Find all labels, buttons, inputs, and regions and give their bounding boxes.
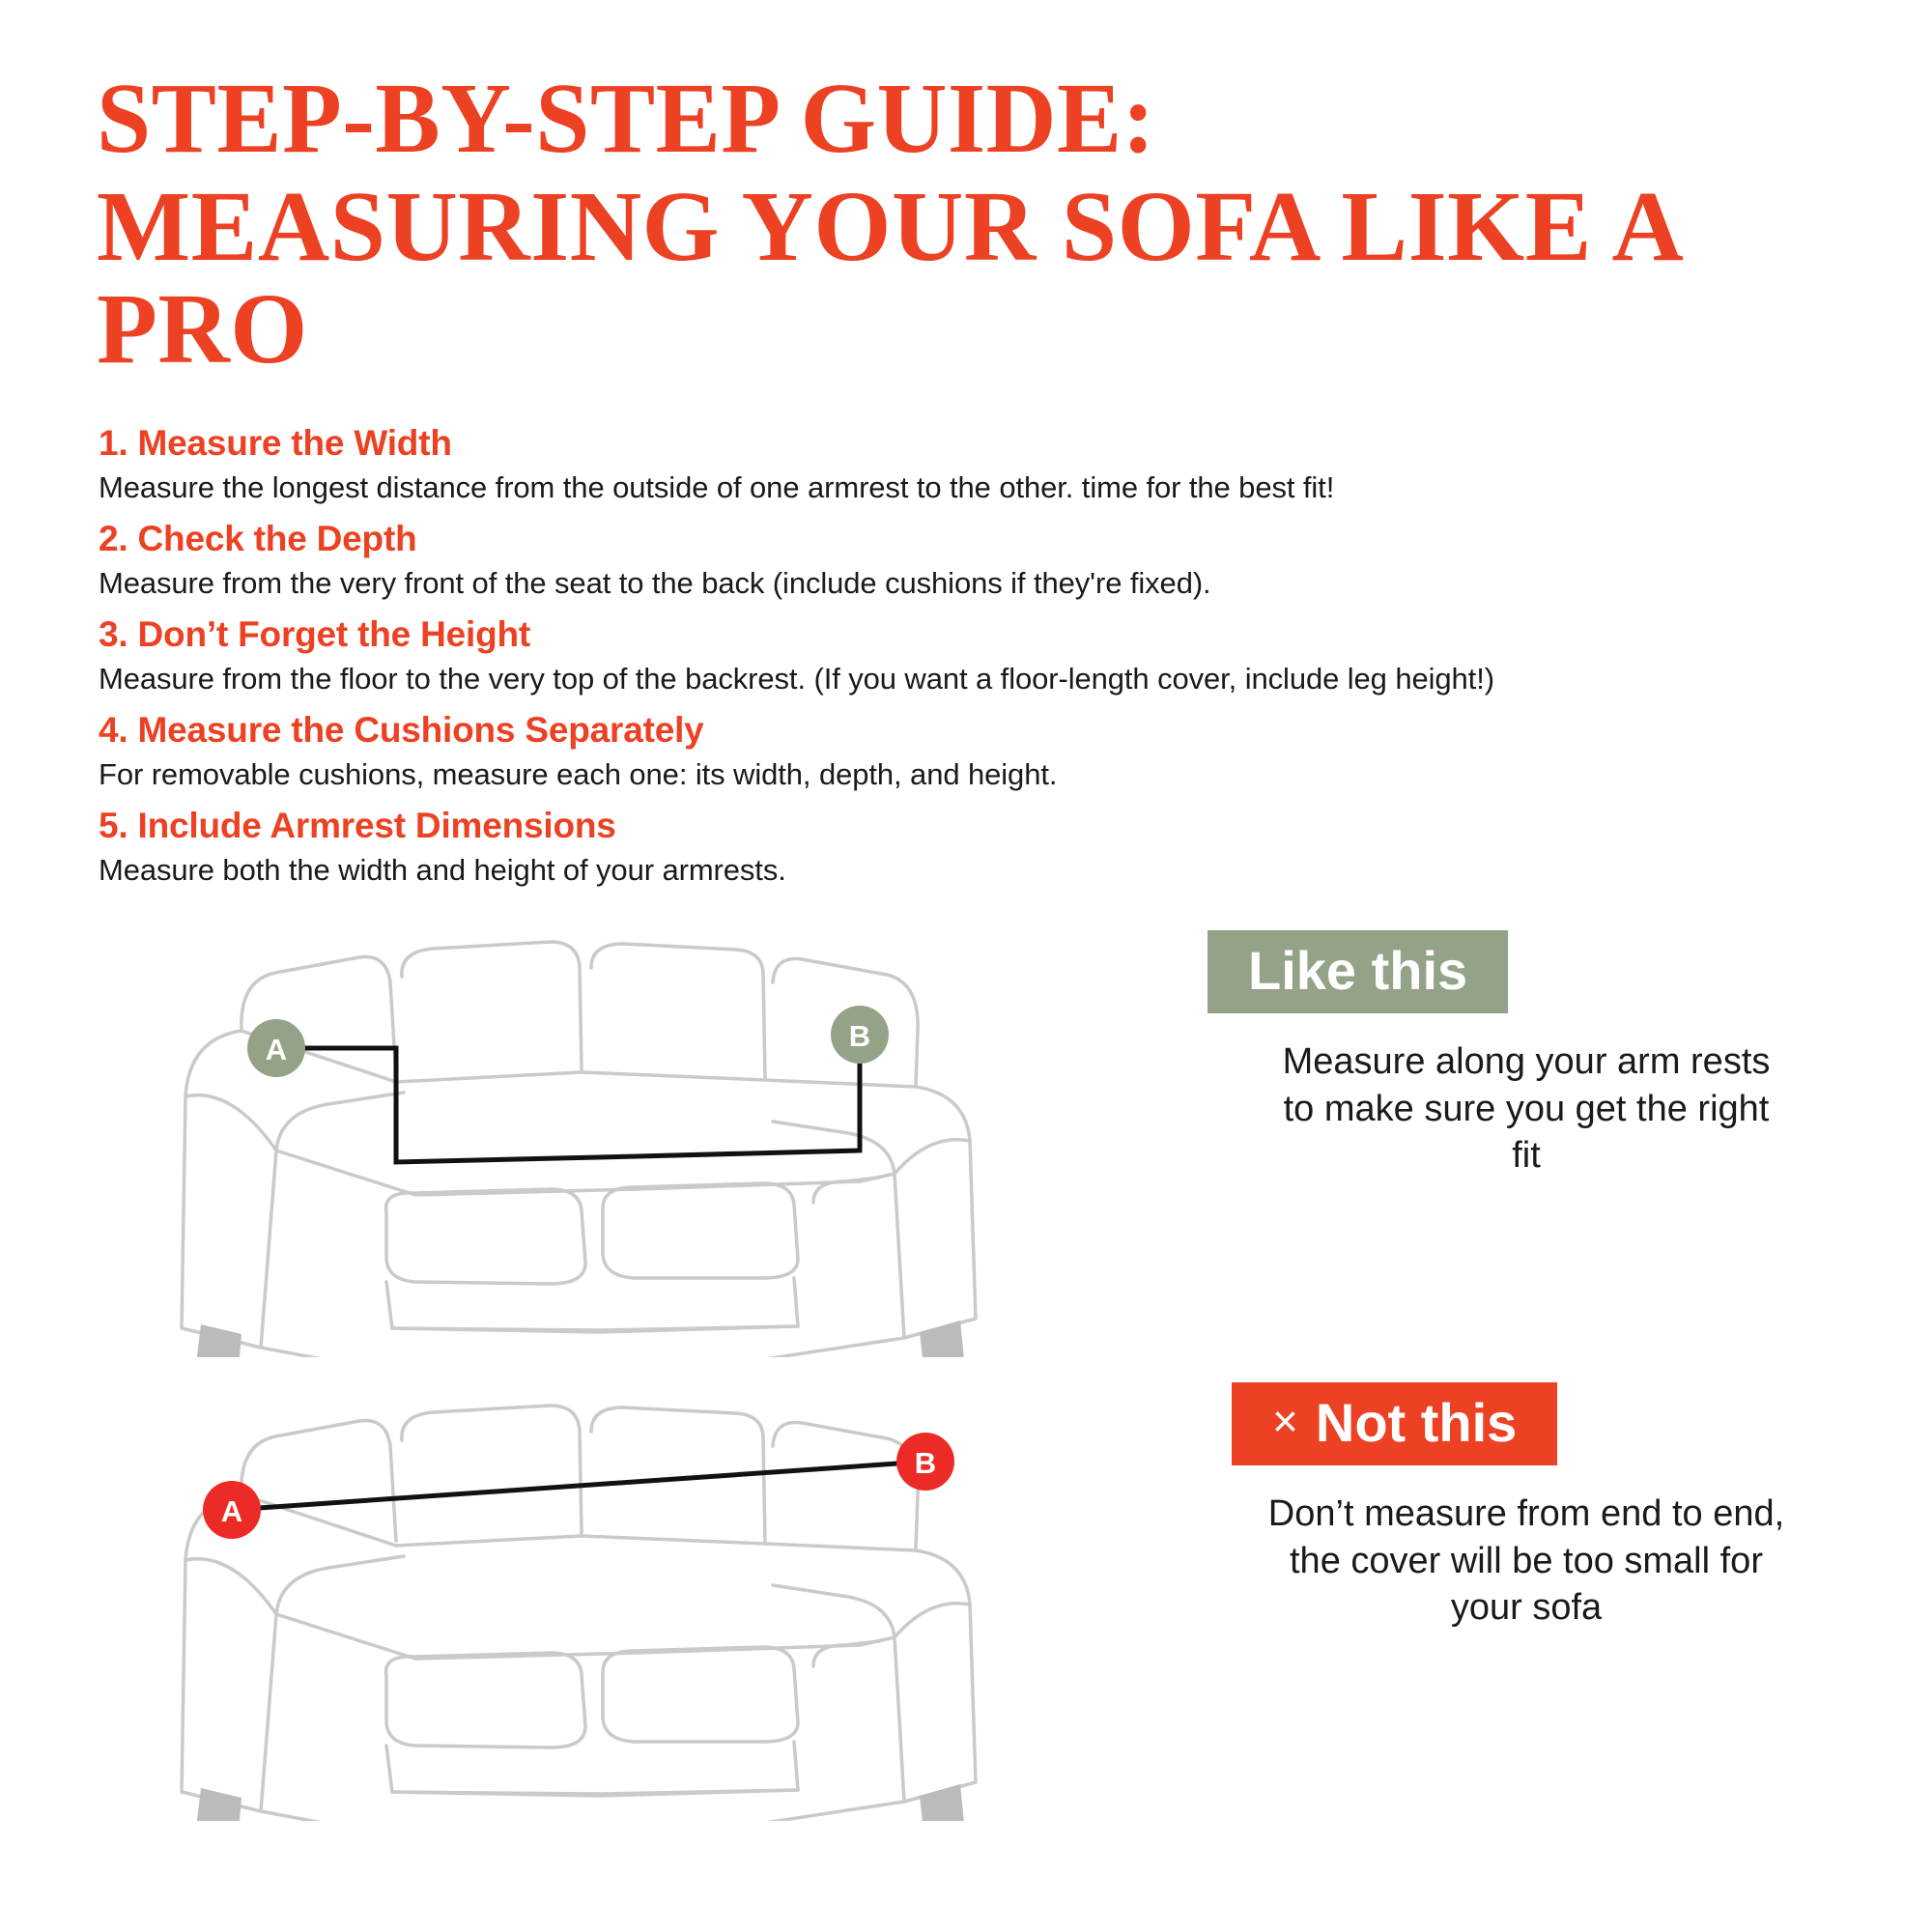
step-body: Measure both the width and height of your armrests. [99,853,786,888]
step-heading: 5. Include Armrest Dimensions [99,806,616,846]
like-this-text: Measure along your arm rests to make sure you get the right fit [1282,1041,1771,1177]
step-heading: 4. Measure the Cushions Separately [99,710,704,751]
marker-a-incorrect [203,1481,261,1539]
step-body: Measure from the very front of the seat to the back (include cushions if they're fixed). [99,566,1211,601]
step-item [97,710,1874,792]
step-body: For removable cushions, measure each one: its width, depth, and height. [99,757,1058,792]
step-item [97,423,1874,505]
step-heading: 2. Check the Depth [99,519,417,559]
close-icon: × [1272,1396,1298,1447]
not-this-label: Not this [1315,1392,1518,1454]
step-body: Measure from the floor to the very top of the backrest. (If you want a floor-length cover, include leg height!) [99,662,1494,696]
title-line-1: STEP-BY-STEP GUIDE: [97,63,1155,174]
step-heading: 1. Measure the Width [99,423,452,464]
title-line-2: MEASURING YOUR SOFA LIKE A PRO [97,171,1679,385]
diagrams-and-notes [97,923,1874,1821]
sofa-illustrations [97,923,1169,1821]
step-item [97,806,1874,888]
not-this-text: Don’t measure from end to end, the cover will be too small for your sofa [1267,1493,1785,1629]
svg-text:A: A [265,1033,288,1067]
marker-a-correct [247,1019,305,1077]
not-this-badge [1232,1382,1557,1465]
svg-text:B: B [914,1446,937,1481]
step-item [97,519,1874,601]
note-not-this [1179,1382,1874,1632]
sofa-diagram-incorrect [97,1386,1169,1821]
like-this-label: Like this [1248,940,1468,1002]
svg-text:A: A [220,1494,243,1529]
step-heading: 3. Don’t Forget the Height [99,614,531,655]
page-title [97,63,1874,385]
svg-text:B: B [848,1019,871,1054]
step-body: Measure the longest distance from the outside of one armrest to the other. time for the best fit! [99,470,1335,505]
marker-b-incorrect [896,1433,954,1491]
sofa-diagram-correct [97,923,1169,1357]
note-like-this [1179,930,1874,1179]
notes-column [1169,923,1874,1632]
steps-list [97,423,1874,888]
marker-b-correct [831,1006,889,1064]
step-item [97,614,1874,696]
like-this-badge [1208,930,1508,1013]
